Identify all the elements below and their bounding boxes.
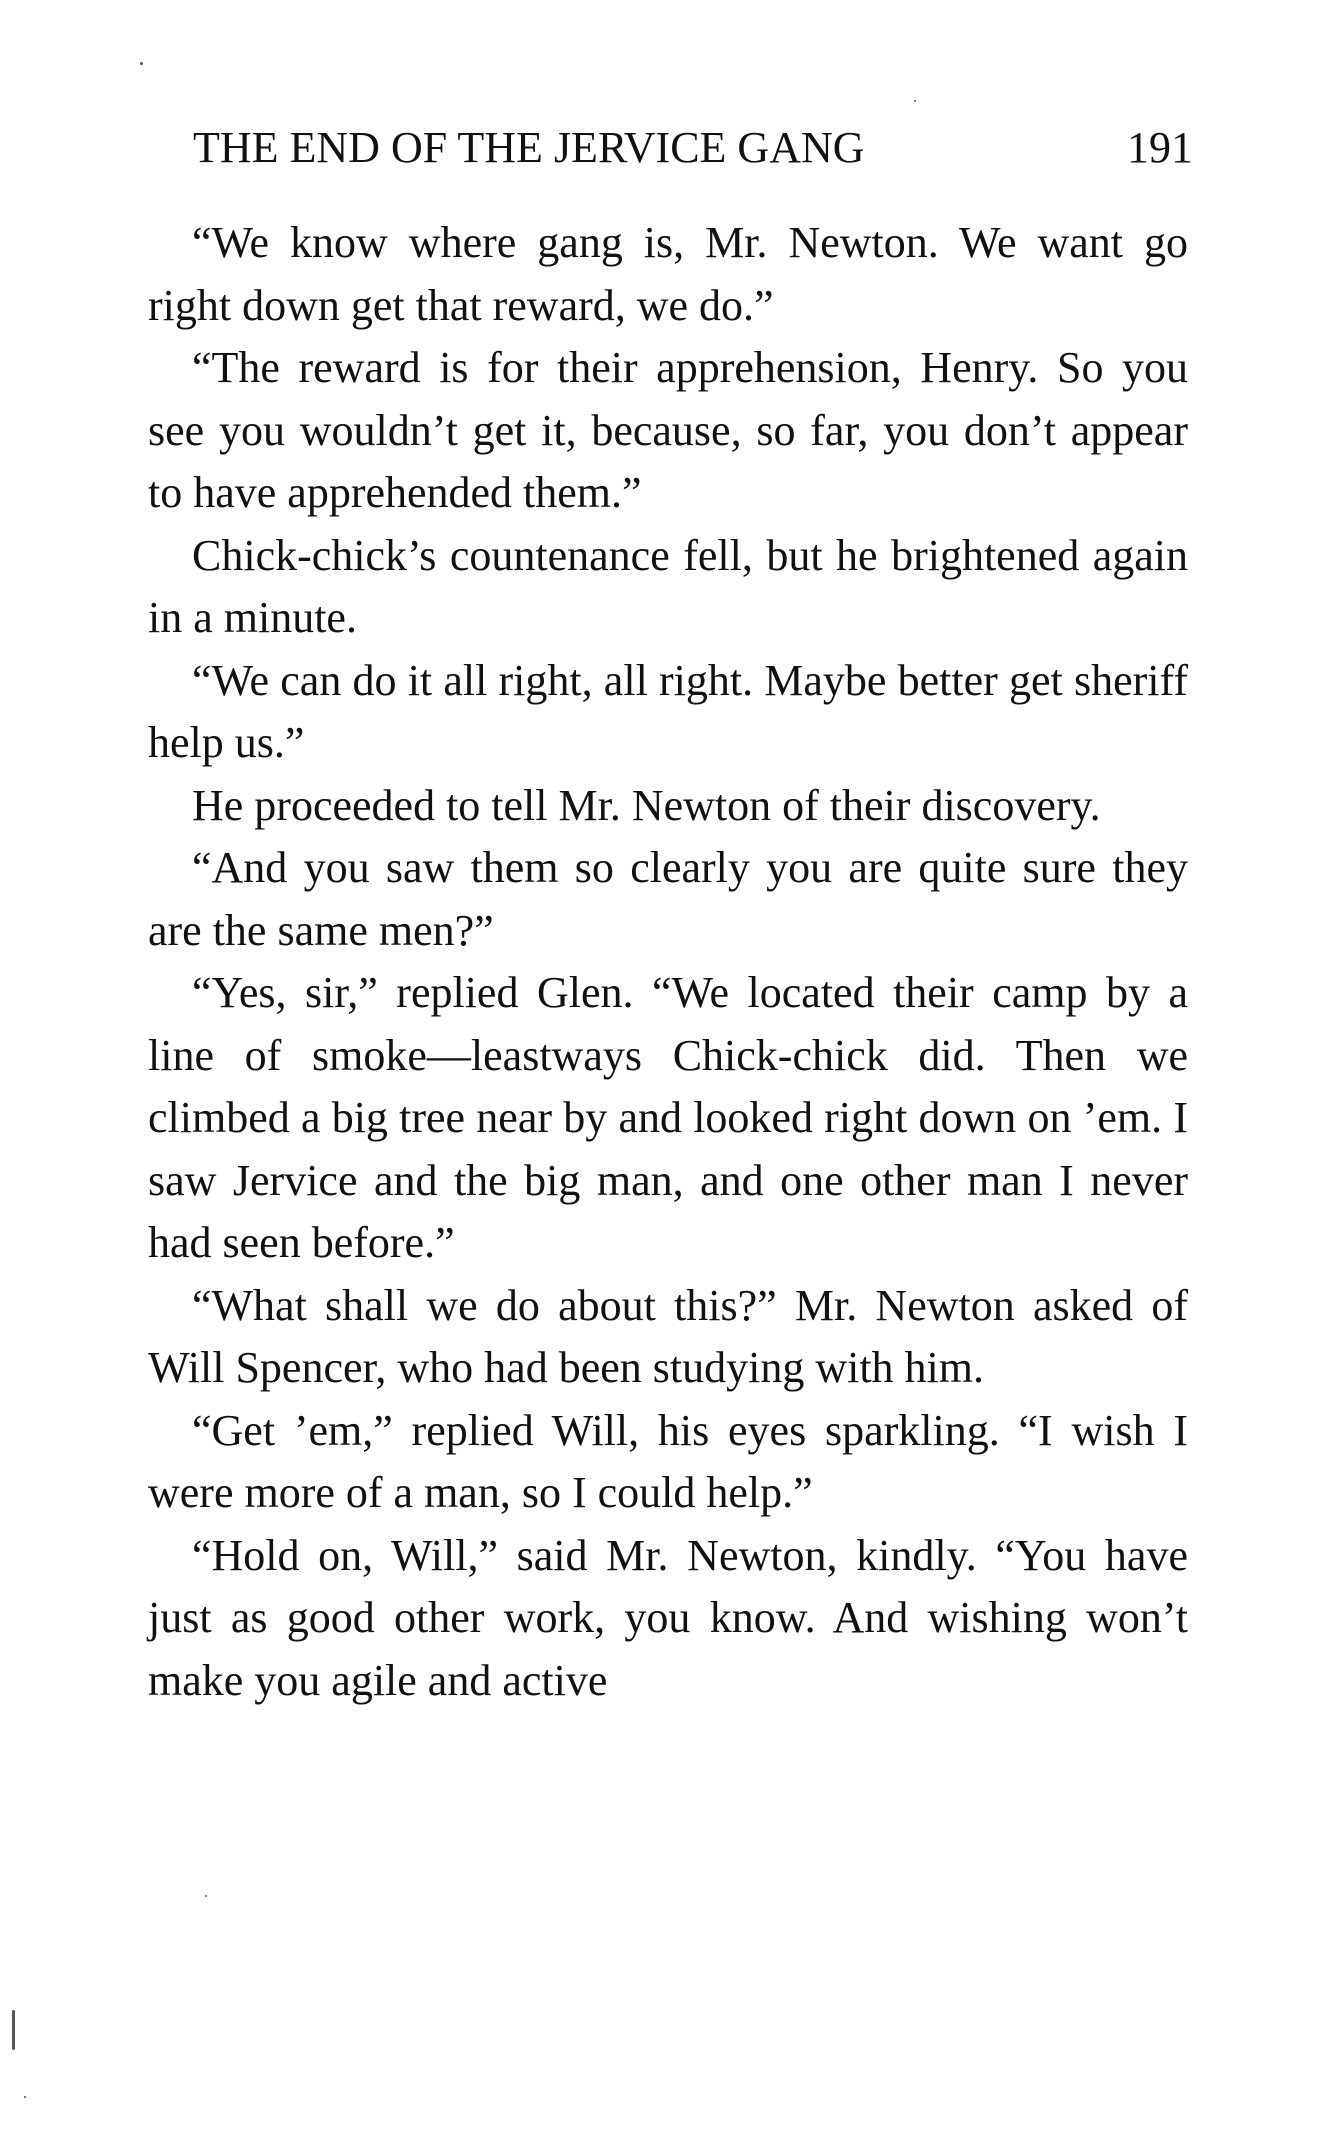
paragraph: “What shall we do about this?” Mr. Newton asked of Will Spencer, who had been studying with him.	[148, 1280, 1188, 1392]
paragraph: “Hold on, Will,” said Mr. Newton, kindly. “You have just as good other work, you know. And wishing won’t make you agile and active	[148, 1530, 1188, 1705]
scan-speck	[914, 100, 916, 102]
running-title: THE END OF THE JERVICE GANG	[193, 123, 865, 172]
scan-speck	[12, 2010, 15, 2050]
scan-speck	[205, 1895, 207, 1897]
paragraph: “And you saw them so clearly you are quite sure they are the same men?”	[148, 843, 1188, 955]
paragraph: Chick-chick’s countenance fell, but he brightened again in a minute.	[148, 530, 1188, 642]
paragraph: He proceeded to tell Mr. Newton of their discovery.	[192, 780, 1101, 830]
scan-speck	[140, 62, 143, 65]
paragraph: “The reward is for their apprehension, Henry. So you see you wouldn’t get it, because, so far, you don’t appear to have apprehended them.”	[148, 343, 1188, 517]
scan-speck	[24, 2096, 26, 2098]
page-header	[193, 118, 1193, 178]
paragraph: “Yes, sir,” replied Glen. “We located their camp by a line of smoke—leastways Chick-chick did. Then we climbed a big tree near by and looked right down on ’em. I saw Jervice and the big man, and one other man I never had seen before.”	[148, 968, 1188, 1267]
paragraph: “Get ’em,” replied Will, his eyes sparkling. “I wish I were more of a man, so I could help.”	[148, 1405, 1188, 1517]
paragraph: “We can do it all right, all right. Maybe better get sheriff help us.”	[148, 655, 1188, 767]
paragraph: “We know where gang is, Mr. Newton. We want go right down get that reward, we do.”	[148, 218, 1188, 330]
page-number: 191	[1127, 123, 1193, 172]
body-text	[148, 212, 1188, 1712]
